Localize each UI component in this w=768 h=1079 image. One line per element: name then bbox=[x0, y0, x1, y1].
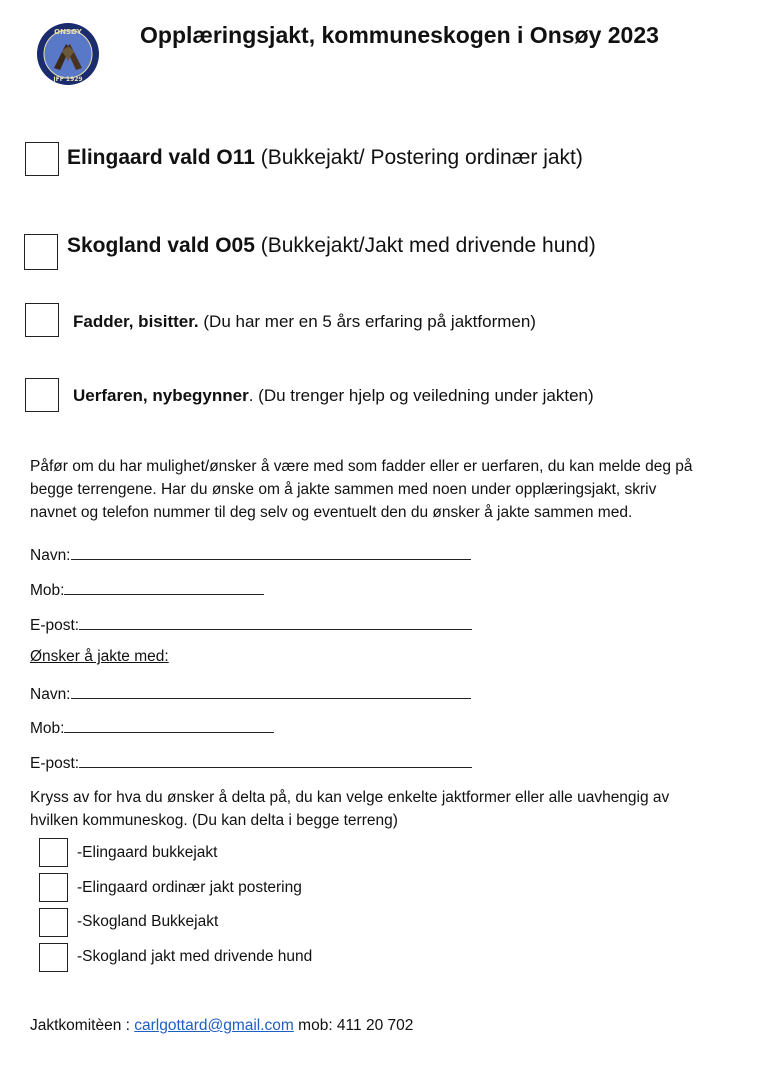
checkbox-elingaard[interactable] bbox=[25, 142, 59, 176]
label-skogland-bukkejakt: -Skogland Bukkejakt bbox=[77, 913, 219, 930]
checkbox-uerfaren[interactable] bbox=[25, 378, 59, 412]
option-skogland: Skogland vald O05 (Bukkejakt/Jakt med drivende hund) bbox=[67, 234, 596, 257]
checkbox-fadder[interactable] bbox=[25, 303, 59, 337]
partner-name-field[interactable]: Navn: bbox=[30, 682, 471, 704]
instructions-text: Påfør om du har mulighet/ønsker å være med som fadder eller er uerfaren, du kan melde deg på begge terrengene. Har du ønske om å jakte sammen med noen under opplæringsjakt, skriv navnet og telefon nummer til deg selv og eventuelt den du ønsker å jakte sammen med. bbox=[30, 458, 693, 521]
participation-text: Kryss av for hva du ønsker å delta på, du kan velge enkelte jaktformer eller alle uavhengig av hvilken kommuneskog. (Du kan delta i begge terreng) bbox=[30, 789, 670, 829]
svg-text:ONSØY: ONSØY bbox=[54, 28, 82, 36]
checkbox-skogland-bukkejakt[interactable] bbox=[39, 908, 68, 937]
self-name-field[interactable]: Navn: bbox=[30, 543, 471, 565]
self-mob-field[interactable]: Mob: bbox=[30, 578, 264, 600]
label-elingaard-postering: -Elingaard ordinær jakt postering bbox=[77, 879, 302, 896]
option-uerfaren: Uerfaren, nybegynner. (Du trenger hjelp og veiledning under jakten) bbox=[73, 386, 594, 405]
label-skogland-drivende: -Skogland jakt med drivende hund bbox=[77, 948, 313, 965]
self-email-field[interactable]: E-post: bbox=[30, 613, 472, 635]
option-elingaard: Elingaard vald O11 (Bukkejakt/ Postering ordinær jakt) bbox=[67, 146, 583, 169]
checkbox-skogland[interactable] bbox=[24, 234, 58, 270]
label-elingaard-bukkejakt: -Elingaard bukkejakt bbox=[77, 844, 218, 861]
checkbox-elingaard-postering[interactable] bbox=[39, 873, 68, 902]
partner-mob-field[interactable]: Mob: bbox=[30, 716, 274, 738]
checkbox-skogland-drivende[interactable] bbox=[39, 943, 68, 972]
svg-text:JFF 1929: JFF 1929 bbox=[53, 76, 83, 83]
partner-heading: Ønsker å jakte med: bbox=[30, 648, 169, 665]
email-link[interactable]: carlgottard@gmail.com bbox=[134, 1017, 294, 1034]
checkbox-elingaard-bukkejakt[interactable] bbox=[39, 838, 68, 867]
page-title: Opplæringsjakt, kommuneskogen i Onsøy 2023 bbox=[140, 22, 659, 48]
partner-email-field[interactable]: E-post: bbox=[30, 751, 472, 773]
footer-contact: Jaktkomitèen : carlgottard@gmail.com mob: 411 20 702 bbox=[30, 1017, 414, 1034]
option-fadder: Fadder, bisitter. (Du har mer en 5 års erfaring på jaktformen) bbox=[73, 312, 536, 331]
club-logo bbox=[32, 22, 104, 86]
